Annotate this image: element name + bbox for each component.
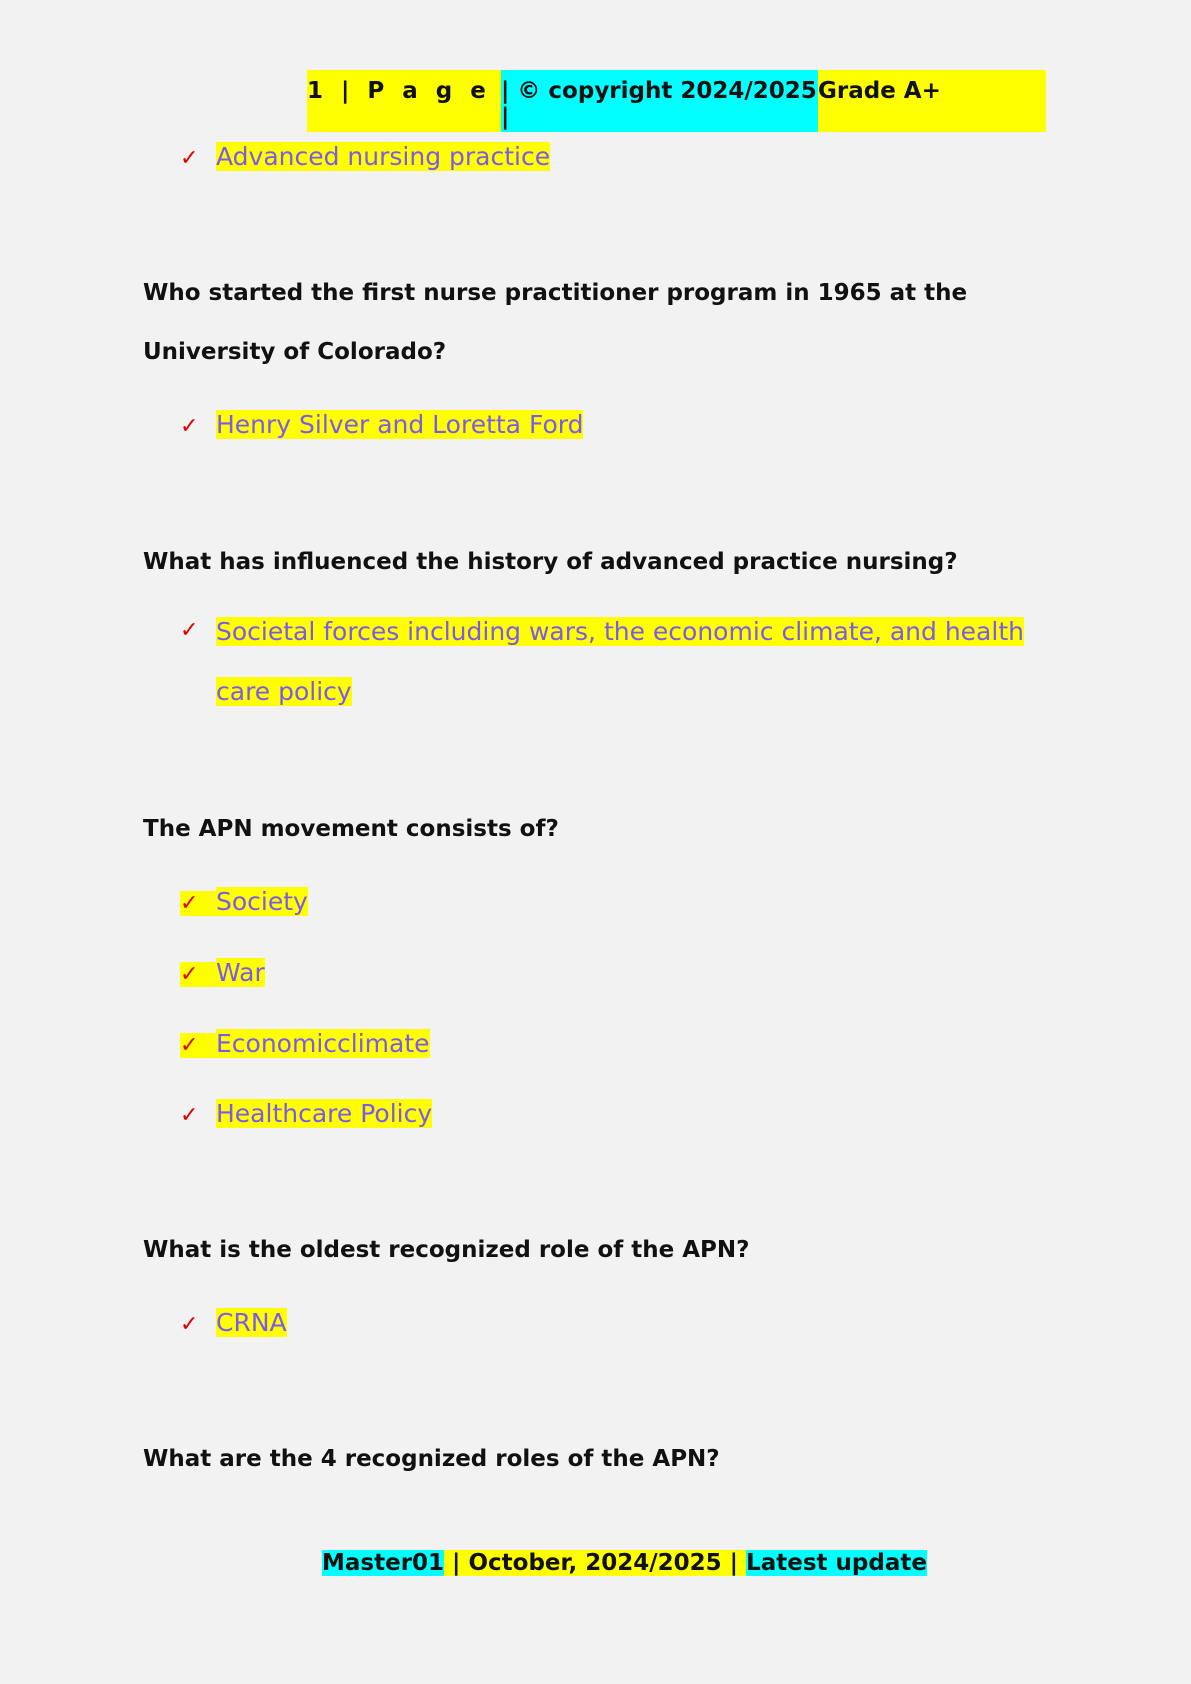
checkmark-icon: ✓ bbox=[180, 1312, 199, 1337]
question-text: What is the oldest recognized role of the APN? bbox=[143, 1237, 750, 1263]
answer-text: Society bbox=[216, 887, 308, 916]
question-text: What has influenced the history of advanced practice nursing? bbox=[143, 549, 958, 575]
answer-text: War bbox=[216, 958, 265, 987]
answer-item bbox=[180, 142, 550, 171]
answer-item bbox=[180, 1308, 287, 1337]
copyright-notice: | © copyright 2024/2025 | bbox=[501, 70, 818, 132]
checkmark-icon: ✓ bbox=[180, 146, 199, 171]
page-number: 1 | P a g e bbox=[307, 70, 501, 132]
checkmark-icon: ✓ bbox=[180, 1033, 216, 1058]
answer-text: Henry Silver and Loretta Ford bbox=[216, 410, 584, 439]
question-text: What are the 4 recognized roles of the APN? bbox=[143, 1446, 720, 1472]
answer-item bbox=[180, 410, 583, 439]
answer-text: Advanced nursing practice bbox=[216, 142, 551, 171]
answer-item bbox=[180, 1099, 432, 1128]
answer-text: Societal forces including wars, the economic climate, and health care policy bbox=[216, 617, 1024, 706]
checkmark-icon: ✓ bbox=[180, 1103, 199, 1128]
answer-text: CRNA bbox=[216, 1308, 287, 1337]
checkmark-icon: ✓ bbox=[180, 962, 216, 987]
footer-update: Latest update bbox=[746, 1550, 927, 1576]
question-text: Who started the first nurse practitioner program in 1965 at the University of Colorado? bbox=[143, 280, 968, 365]
page-header bbox=[307, 70, 1046, 132]
answer-item bbox=[180, 958, 265, 987]
page-footer bbox=[322, 1550, 927, 1576]
answer-text: Healthcare Policy bbox=[216, 1099, 433, 1128]
answer-text: Economicclimate bbox=[216, 1029, 430, 1058]
answer-item bbox=[180, 887, 308, 916]
checkmark-icon: ✓ bbox=[180, 414, 199, 439]
grade-label: Grade A+ bbox=[818, 70, 1046, 132]
question-text: The APN movement consists of? bbox=[143, 816, 559, 842]
answer-item bbox=[180, 618, 1060, 722]
footer-date: | October, 2024/2025 | bbox=[444, 1550, 747, 1576]
checkmark-icon: ✓ bbox=[180, 618, 199, 643]
checkmark-icon: ✓ bbox=[180, 891, 216, 916]
answer-item bbox=[180, 1029, 430, 1058]
footer-author: Master01 bbox=[322, 1550, 445, 1576]
